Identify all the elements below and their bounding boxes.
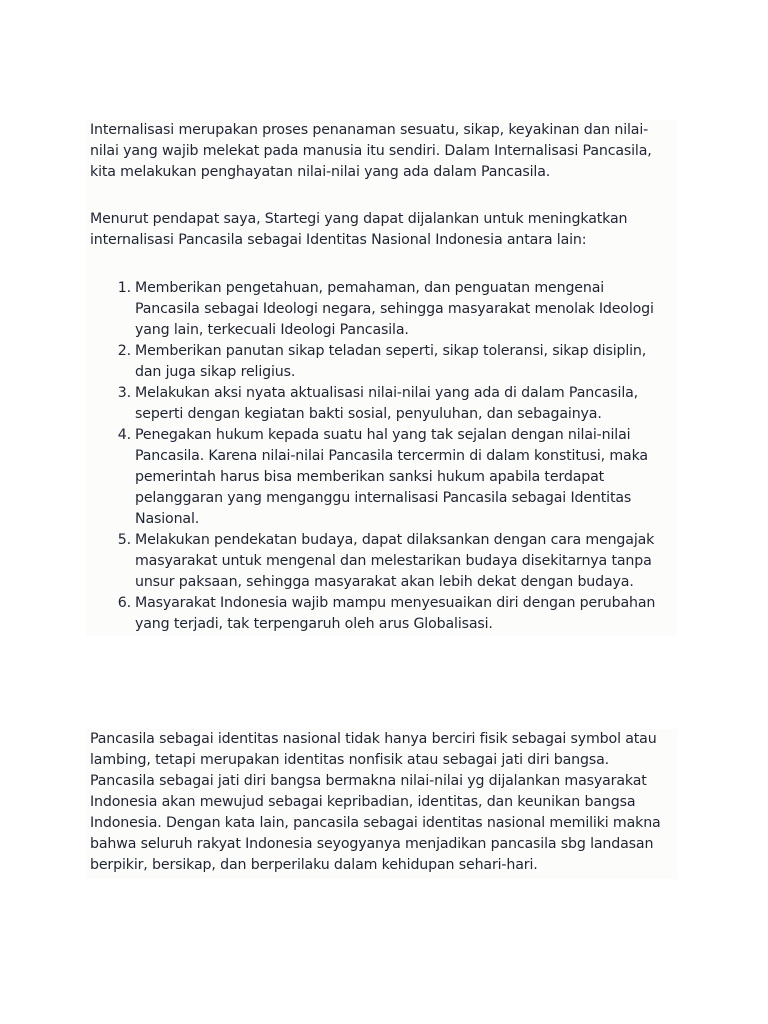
list-item: [90, 425, 673, 530]
content-block-internalisasi: [86, 120, 677, 636]
content-block-identitas: [86, 729, 677, 879]
list-number: 6.: [117, 595, 131, 611]
list-text: Penegakan hukum kepada suatu hal yang tak sejalan dengan nilai-nilai Pancasila. Karena nilai-nilai Pancasila tercermin di dalam konstitusi, maka pemerintah harus bisa memberikan sanksi hukum apabila terdapat pelanggaran yang menganggu internalisasi Pancasila sebagai Identitas Nasional.: [135, 427, 648, 527]
list-number: 1.: [117, 280, 131, 296]
list-text: Memberikan panutan sikap teladan seperti, sikap toleransi, sikap disiplin, dan juga sikap religius.: [135, 343, 647, 380]
list-number: 5.: [117, 532, 131, 548]
list-item: [90, 530, 673, 593]
paragraph-intro: Internalisasi merupakan proses penanaman sesuatu, sikap, keyakinan dan nilai-nilai yang wajib melekat pada manusia itu sendiri. Dalam Internalisasi Pancasila, kita melakukan penghayatan nilai-nilai yang ada dalam Pancasila.: [90, 122, 652, 180]
list-item: [90, 593, 673, 635]
list-item: [90, 341, 673, 383]
list-text: Melakukan aksi nyata aktualisasi nilai-nilai yang ada di dalam Pancasila, seperti dengan kegiatan bakti sosial, penyuluhan, dan sebagainya.: [135, 385, 639, 422]
list-number: 2.: [117, 343, 131, 359]
list-text: Masyarakat Indonesia wajib mampu menyesuaikan diri dengan perubahan yang terjadi, tak terpengaruh oleh arus Globalisasi.: [135, 595, 656, 632]
list-item: [90, 278, 673, 341]
paragraph-opinion: Menurut pendapat saya, Startegi yang dapat dijalankan untuk meningkatkan internalisasi Pancasila sebagai Identitas Nasional Indonesia antara lain:: [90, 211, 628, 248]
paragraph-identity: Pancasila sebagai identitas nasional tidak hanya berciri fisik sebagai symbol atau lambing, tetapi merupakan identitas nonfisik atau sebagai jati diri bangsa. Pancasila sebagai jati diri bangsa bermakna nilai-nilai yg dijalankan masyarakat Indonesia akan mewujud sebagai kepribadian, identitas, dan keunikan bangsa Indonesia. Dengan kata lain, pancasila sebagai identitas nasional memiliki makna bahwa seluruh rakyat Indonesia seyogyanya menjadikan pancasila sbg landasan berpikir, bersikap, dan berperilaku dalam kehidupan sehari-hari.: [90, 731, 661, 873]
list-number: 3.: [117, 385, 131, 401]
strategy-list: [90, 278, 673, 635]
list-number: 4.: [117, 427, 131, 443]
list-item: [90, 383, 673, 425]
list-text: Memberikan pengetahuan, pemahaman, dan penguatan mengenai Pancasila sebagai Ideologi negara, sehingga masyarakat menolak Ideologi yang lain, terkecuali Ideologi Pancasila.: [135, 280, 654, 338]
list-text: Melakukan pendekatan budaya, dapat dilaksankan dengan cara mengajak masyarakat untuk mengenal dan melestarikan budaya disekitarnya tanpa unsur paksaan, sehingga masyarakat akan lebih dekat dengan budaya.: [135, 532, 655, 590]
